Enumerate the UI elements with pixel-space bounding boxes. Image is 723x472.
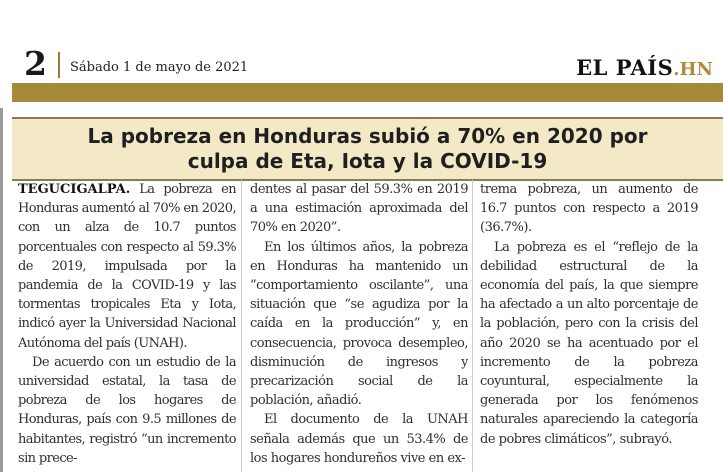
headline-line-1: La pobreza en Honduras subió a 70% en 2020 por	[87, 124, 648, 148]
page-number: 2	[24, 44, 47, 83]
paragraph: trema pobreza, un aumento de 16.7 puntos con respecto a 2019 (36.7%).	[480, 182, 698, 236]
headline-box	[12, 117, 723, 181]
dateline: TEGUCIGALPA.	[18, 182, 131, 197]
masthead-domain: .HN	[673, 59, 713, 80]
paragraph: dentes al pasar del 59.3% en 2019 a una estimación aproximada del 70% en 2020”.	[250, 182, 468, 236]
article-column-1	[18, 180, 236, 472]
paragraph-text: La pobreza en Honduras aumentó al 70% en 2020, con un alza de 10.7 puntos porcentuales con respecto al 59.3% de 2019, impulsada por la pandemia de la COVID-19 y las tormentas tropicales Eta y Iota, indicó ayer la Universidad Nacional Autónoma del país (UNAH).	[18, 182, 236, 351]
column-separator	[241, 180, 242, 472]
paragraph: De acuerdo con un estudio de la universidad estatal, la tasa de pobreza de los hogares de Honduras, país con 9.5 millones de habitantes, registró “un incremento sin prece-	[18, 354, 236, 466]
article-column-3	[480, 180, 698, 472]
paragraph: El documento de la UNAH señala además que un 53.4% de los hogares hondureños vive en ex-	[250, 412, 468, 466]
article-column-2	[250, 180, 468, 472]
paragraph: La pobreza es el “reflejo de la debilidad estructural de la economía del país, la que siempre ha afectado a un alto porcentaje de la población, pero con la crisis del año 2020 se ha acentuado por el incremento de la pobreza coyuntural, especialmente la generada por los fenómenos naturales apareciendo la categoría de pobres climáticos”, subrayó.	[480, 239, 698, 447]
masthead-name: EL PAÍS	[576, 55, 674, 80]
column-separator	[472, 180, 473, 472]
masthead-logo	[576, 55, 713, 80]
header-bar	[12, 83, 723, 102]
paragraph	[18, 180, 236, 353]
headline-line-2: culpa de Eta, Iota y la COVID-19	[187, 149, 548, 173]
headline	[12, 119, 723, 174]
header-divider	[58, 52, 60, 78]
issue-date: Sábado 1 de mayo de 2021	[70, 60, 249, 75]
left-margin-rule	[0, 108, 3, 472]
paragraph: En los últimos años, la pobreza en Honduras ha mantenido un “comportamiento oscilante”, una situación que “se agudiza por la caída en la producción” y, en consecuencia, provoca desempleo, disminución de ingresos y precarización social de la población, añadió.	[250, 239, 468, 409]
